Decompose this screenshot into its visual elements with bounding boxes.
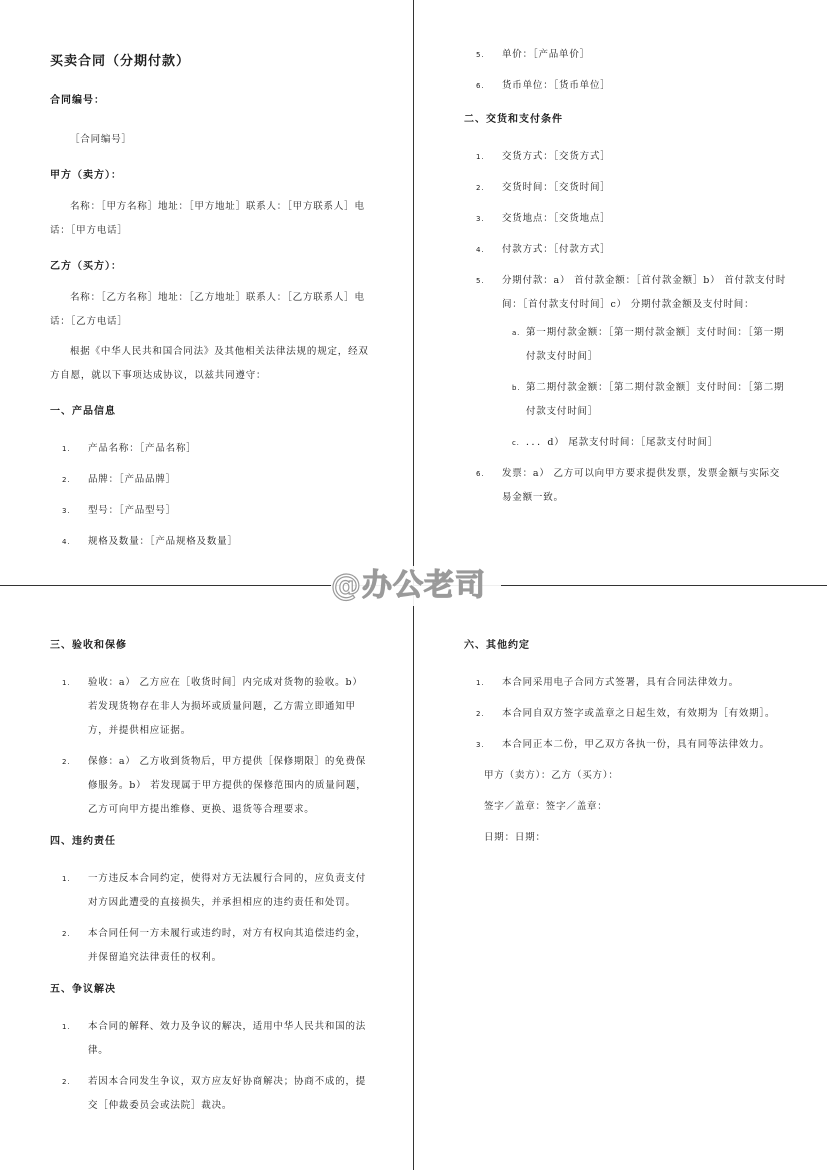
page-bottom-right	[414, 586, 827, 1170]
sub-list-item: a. 第一期付款金额：［第一期付款金额］支付时间：［第一期付款支付时间］	[512, 327, 785, 362]
list-item: 1. 本合同采用电子合同方式签署，具有合同法律效力。	[476, 677, 739, 688]
list-item: 6. 发票：a） 乙方可以向甲方要求提供发票，发票金额与实际交易金额一致。	[476, 468, 781, 503]
list-item: 5. 分期付款：a） 首付款金额：［首付款金额］b） 首付款支付时间：［首付款支付时间］c） 分期付款金额及支付时间： a. 第一期付款金额：［第一期付款金额］支付时间：［第一期付款支付时间］ b. 第二期付款金额：［第二期付款金额］支付时间：［第二期付款支付时间］ c. ．．．d） 尾款支付时间：［尾款支付时间］	[476, 269, 787, 455]
section-2-heading: 二、交货和支付条件	[464, 114, 563, 125]
section-1-list-continued	[464, 43, 787, 98]
contract-number-value: ［合同编号］	[70, 134, 132, 145]
section-4-list	[50, 867, 373, 970]
section-3-list	[50, 671, 373, 822]
list-item: 2. 保修：a） 乙方收到货物后，甲方提供［保修期限］的免费保修服务。b） 若发现属于甲方提供的保修范围内的质量问题，乙方可向甲方提出维修、更换、退货等合理要求。	[62, 756, 367, 815]
list-item: 2. 交货时间：［交货时间］	[476, 182, 611, 193]
section-6-heading: 六、其他约定	[464, 640, 530, 651]
party-b-label: 乙方（买方）：	[50, 261, 122, 272]
list-item: 1. 验收：a） 乙方应在［收货时间］内完成对货物的验收。b） 若发现货物存在非人为损坏或质量问题，乙方需立即通知甲方，并提供相应证据。	[62, 677, 363, 736]
signature-date: 日期：日期：	[484, 832, 546, 843]
list-item: 5. 单价：［产品单价］	[476, 49, 590, 60]
section-6-list	[464, 671, 787, 757]
signature-seal: 签字／盖章：签字／盖章：	[484, 801, 608, 812]
list-item: 2. 品牌：［产品品牌］	[62, 474, 176, 485]
party-b-info: 名称：［乙方名称］地址：［乙方地址］联系人：［乙方联系人］电话：［乙方电话］	[50, 292, 365, 327]
list-item: 1. 产品名称：［产品名称］	[62, 443, 197, 454]
sub-list-item: b. 第二期付款金额：［第二期付款金额］支付时间：［第二期付款支付时间］	[512, 382, 785, 417]
list-item: 4. 规格及数量：［产品规格及数量］	[62, 536, 238, 547]
section-3-heading: 三、验收和保修	[50, 640, 127, 651]
list-item: 3. 本合同正本二份，甲乙双方各执一份，具有同等法律效力。	[476, 739, 770, 750]
watermark: @办公老司	[331, 566, 501, 606]
signature-parties: 甲方（卖方）：乙方（买方）：	[484, 770, 619, 781]
section-5-list	[50, 1015, 373, 1118]
party-a-label: 甲方（卖方）：	[50, 170, 122, 181]
section-1-heading: 一、产品信息	[50, 406, 116, 417]
list-item: 1. 一方违反本合同约定，使得对方无法履行合同的，应负责支付对方因此遭受的直接损失，并承担相应的违约责任和处罚。	[62, 873, 367, 908]
list-item: 2. 本合同任何一方未履行或违约时，对方有权向其追偿违约金，并保留追究法律责任的权利。	[62, 928, 367, 963]
sub-list-item: c. ．．．d） 尾款支付时间：［尾款支付时间］	[512, 437, 719, 448]
list-item: 1. 交货方式：［交货方式］	[476, 151, 611, 162]
list-item: 3. 型号：［产品型号］	[62, 505, 176, 516]
section-1-list	[50, 437, 373, 554]
list-item: 6. 货币单位：［货币单位］	[476, 80, 611, 91]
list-item: 1. 本合同的解释、效力及争议的解决，适用中华人民共和国的法律。	[62, 1021, 367, 1056]
section-4-heading: 四、违约责任	[50, 836, 116, 847]
page-bottom-left	[0, 586, 413, 1170]
list-item: 4. 付款方式：［付款方式］	[476, 244, 611, 255]
section-2-list	[464, 145, 787, 510]
page-top-left	[0, 0, 413, 585]
list-item: 2. 若因本合同发生争议，双方应友好协商解决；协商不成的，提交［仲裁委员会或法院］裁决。	[62, 1076, 367, 1111]
list-item: 3. 交货地点：［交货地点］	[476, 213, 611, 224]
contract-number-label: 合同编号：	[50, 95, 105, 106]
section-5-heading: 五、争议解决	[50, 984, 116, 995]
preamble: 根据《中华人民共和国合同法》及其他相关法律法规的规定，经双方自愿，就以下事项达成协议，以兹共同遵守：	[50, 346, 369, 381]
page-top-right	[414, 0, 827, 585]
installment-sublist	[502, 321, 787, 455]
list-item: 2. 本合同自双方签字或盖章之日起生效，有效期为［有效期］。	[476, 708, 776, 719]
party-a-info: 名称：［甲方名称］地址：［甲方地址］联系人：［甲方联系人］电话：［甲方电话］	[50, 201, 365, 236]
document-title: 买卖合同（分期付款）	[50, 54, 191, 69]
